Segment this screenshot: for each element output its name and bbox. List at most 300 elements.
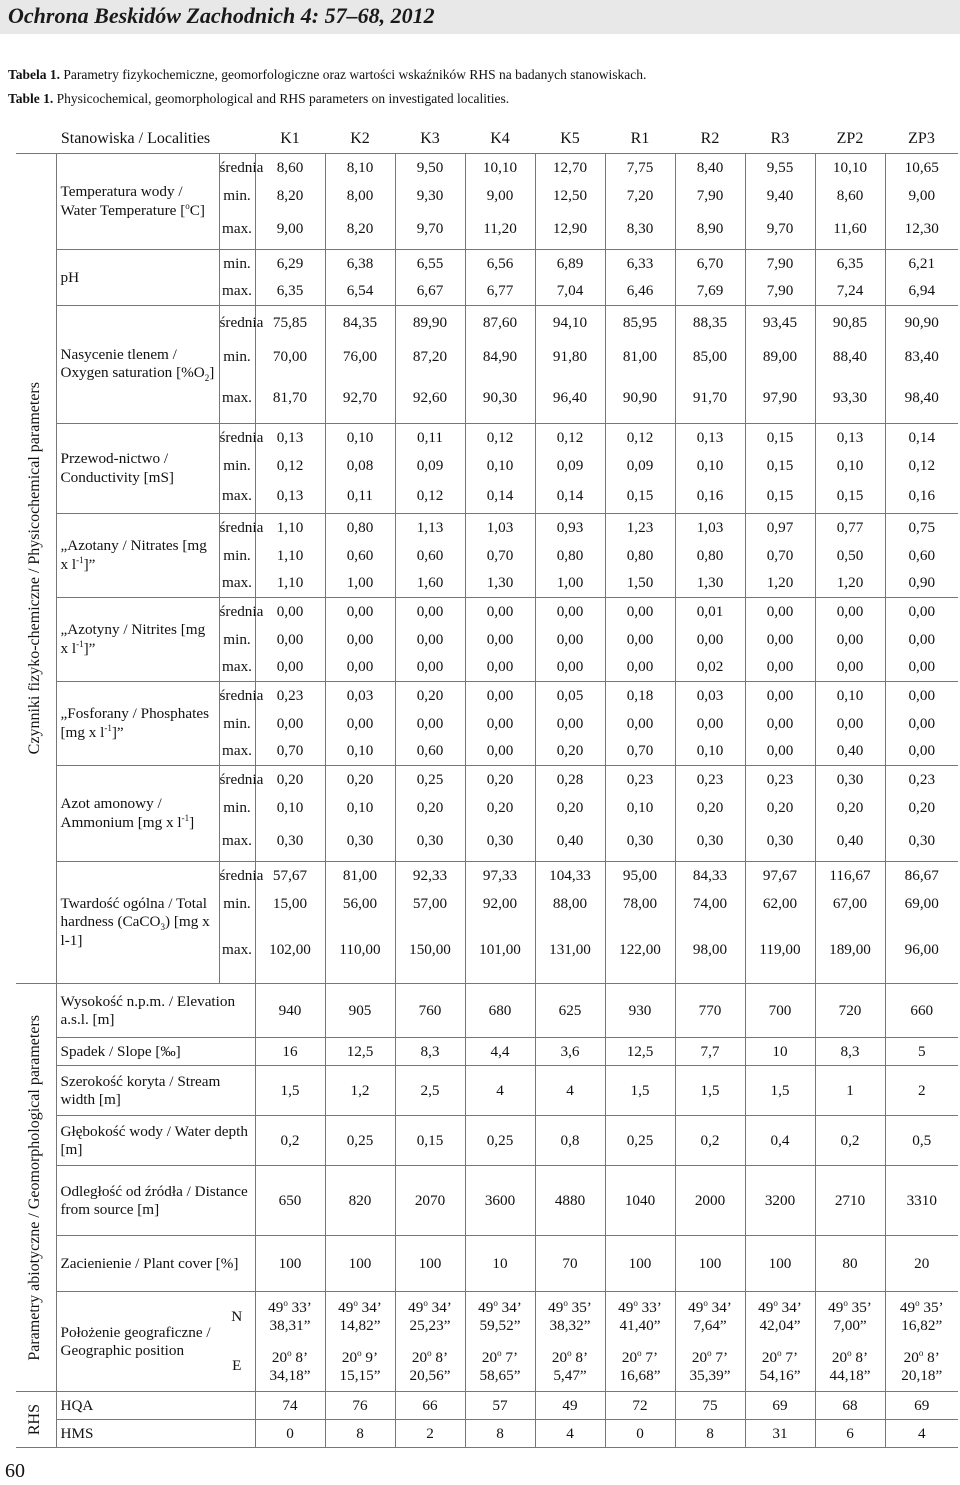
value-cell: 0,00: [255, 654, 325, 682]
value-cell: 940: [255, 984, 325, 1038]
coordinate-degrees: [256, 1298, 325, 1317]
coordinate-cell: [885, 1292, 958, 1342]
parameter-name: Głębokość wody / Water depth [m]: [56, 1116, 255, 1166]
value-cell: 89,00: [745, 340, 815, 374]
minutes-value: 7’: [785, 1348, 799, 1366]
value-cell: 0,00: [815, 598, 885, 626]
value-cell: 0,13: [255, 424, 325, 452]
value-cell: 760: [395, 984, 465, 1038]
data-row: [16, 682, 958, 710]
value-cell: 12,5: [605, 1038, 675, 1066]
value-cell: 0,25: [395, 766, 465, 794]
stat-label: średnia: [219, 682, 255, 710]
value-cell: 12,5: [325, 1038, 395, 1066]
value-cell: 0,00: [395, 710, 465, 738]
degree-symbol: o: [915, 1298, 920, 1309]
coordinate-cell: [325, 1342, 395, 1392]
degree-symbol: o: [703, 1298, 708, 1309]
value-cell: 0,00: [255, 598, 325, 626]
degrees-value: 49: [828, 1299, 844, 1317]
locality-header: ZP3: [885, 125, 958, 154]
value-cell: 1,13: [395, 514, 465, 542]
value-cell: 9,00: [908, 186, 936, 204]
value-cell: 6: [815, 1420, 885, 1448]
value-cell: 4: [535, 1066, 605, 1116]
degrees-value: 20: [621, 1348, 638, 1366]
coordinate-seconds: 38,32”: [549, 1317, 591, 1335]
value-cell: 100: [745, 1236, 815, 1292]
coordinate-cell: [815, 1342, 885, 1392]
value-cell: 0,00: [675, 626, 745, 654]
value-cell: 0,20: [395, 682, 465, 710]
value-cell: 110,00: [325, 918, 395, 984]
value-cell: 2: [395, 1420, 465, 1448]
stat-label: min.: [219, 542, 255, 570]
coordinate-seconds: 38,31”: [269, 1317, 311, 1335]
coordinate-degrees: [676, 1348, 745, 1367]
minutes-value: 8’: [575, 1348, 589, 1366]
coordinate-seconds: 15,15”: [339, 1366, 381, 1384]
value-cell: 0,80: [325, 514, 395, 542]
value-cell: 116,67: [815, 862, 885, 890]
data-row: [16, 1038, 958, 1066]
degree-symbol: o: [633, 1298, 638, 1309]
value-cell: 0,60: [395, 738, 465, 766]
coordinate-seconds: 34,18”: [269, 1366, 311, 1384]
value-cell: 81,00: [605, 340, 675, 374]
value-cell: 91,70: [675, 374, 745, 424]
value-cell: 0: [605, 1420, 675, 1448]
degree-symbol: o: [567, 1347, 572, 1358]
caption-label: Tabela 1.: [8, 67, 61, 82]
value-cell: 0,00: [395, 598, 465, 626]
value-cell: 0,00: [605, 710, 675, 738]
value-cell: 0,00: [745, 598, 815, 626]
value-cell: 0,10: [465, 452, 535, 480]
stat-label: min.: [219, 890, 255, 918]
value-cell: 4,4: [465, 1038, 535, 1066]
coordinate-degrees: [746, 1298, 815, 1317]
value-cell: 2: [885, 1066, 958, 1116]
value-cell: 0,16: [885, 480, 958, 514]
value-cell: 1,50: [605, 570, 675, 598]
value-cell: 0,00: [745, 682, 815, 710]
value-cell: 189,00: [815, 918, 885, 984]
value-cell: 7,24: [815, 278, 885, 306]
value-cell: 101,00: [465, 918, 535, 984]
value-cell: 0,25: [325, 1116, 395, 1166]
caption-text: Parametry fizykochemiczne, geomorfologiczne oraz wartości wskaźników RHS na badanych stanowiskach.: [63, 67, 647, 82]
degrees-value: 20: [411, 1348, 428, 1366]
coordinate-cell: [675, 1342, 745, 1392]
value-cell: 0,60: [908, 546, 936, 564]
value-cell: 0,23: [745, 766, 815, 794]
value-cell: 0,13: [675, 424, 745, 452]
value-cell: 0,00: [395, 654, 465, 682]
value-cell: 0,00: [745, 710, 815, 738]
value-cell: 93,45: [745, 306, 815, 340]
rhs-row: [16, 1392, 958, 1420]
data-row: [16, 862, 958, 890]
degrees-value: 49: [618, 1299, 634, 1317]
value-cell: 7,90: [745, 278, 815, 306]
value-cell: 100: [605, 1236, 675, 1292]
coordinate-degrees: [536, 1348, 605, 1367]
minutes-value: 7’: [715, 1348, 729, 1366]
value-cell: 0,10: [815, 682, 885, 710]
stat-label: średnia: [219, 766, 255, 794]
parameter-name: [56, 154, 219, 250]
value-cell: 0,12: [395, 480, 465, 514]
value-cell: 1: [815, 1066, 885, 1116]
value-cell: 0,00: [465, 598, 535, 626]
value-cell: 11,60: [815, 210, 885, 250]
value-cell: 0,13: [815, 424, 885, 452]
journal-title: Ochrona Beskidów Zachodnich 4: 57–68, 2012: [8, 3, 435, 28]
value-cell: 0,30: [815, 766, 885, 794]
value-cell: 4: [885, 1420, 958, 1448]
value-cell: 0,20: [465, 794, 535, 822]
value-cell: 0,4: [745, 1116, 815, 1166]
coordinate-cell: [255, 1342, 325, 1392]
coordinate-degrees: [466, 1298, 535, 1317]
locality-header: K5: [535, 125, 605, 154]
value-cell: 0,93: [535, 514, 605, 542]
minutes-value: 34’: [361, 1299, 382, 1317]
value-cell: 90,90: [605, 374, 675, 424]
value-cell: 0,12: [465, 424, 535, 452]
value-cell: 0,00: [815, 654, 885, 682]
value-cell: 0,12: [908, 456, 936, 474]
value-cell: 7,7: [675, 1038, 745, 1066]
stat-label: min.: [219, 626, 255, 654]
coordinate-degrees: [256, 1348, 325, 1367]
stat-label: średnia: [219, 424, 255, 452]
value-cell: 1,20: [745, 570, 815, 598]
value-cell: 0,00: [908, 686, 936, 704]
caption-polish: [8, 67, 646, 83]
value-cell: 75,85: [255, 306, 325, 340]
degree-symbol: o: [563, 1298, 568, 1309]
value-cell: 9,70: [395, 210, 465, 250]
value-cell: 0,20: [255, 766, 325, 794]
value-cell: 6,54: [325, 278, 395, 306]
value-cell: 74,00: [675, 890, 745, 918]
value-cell: 7,04: [535, 278, 605, 306]
value-cell: 1,5: [255, 1066, 325, 1116]
value-cell: 0,00: [325, 710, 395, 738]
coordinate-cell: [465, 1342, 535, 1392]
value-cell: 2000: [675, 1166, 745, 1236]
value-cell: 76: [325, 1392, 395, 1420]
coordinate-seconds: 16,68”: [619, 1366, 661, 1384]
value-cell: 0,14: [535, 480, 605, 514]
stat-label: max.: [219, 570, 255, 598]
value-cell: 0,00: [885, 738, 958, 766]
value-cell: 0,00: [325, 654, 395, 682]
parameter-name: [56, 424, 219, 514]
value-cell: 820: [325, 1166, 395, 1236]
degrees-value: 20: [831, 1348, 848, 1366]
value-cell: 0,12: [535, 424, 605, 452]
value-cell: 0,80: [605, 542, 675, 570]
value-cell: 0,8: [535, 1116, 605, 1166]
value-cell: 12,70: [535, 154, 605, 182]
coordinate-seconds: 7,00”: [833, 1317, 867, 1335]
value-cell: 6,70: [675, 250, 745, 278]
value-cell: 5: [885, 1038, 958, 1066]
value-cell: 66: [395, 1392, 465, 1420]
coordinate-seconds: 25,23”: [409, 1317, 451, 1335]
value-cell: 0,09: [535, 452, 605, 480]
degrees-value: 20: [341, 1348, 358, 1366]
value-cell: 660: [885, 984, 958, 1038]
value-cell: 1,30: [675, 570, 745, 598]
value-cell: 0,00: [745, 738, 815, 766]
degrees-value: 49: [899, 1299, 916, 1317]
coordinate-degrees: [816, 1298, 885, 1317]
value-cell: 15,00: [255, 890, 325, 918]
value-cell: 0,16: [675, 480, 745, 514]
coordinate-cell: [815, 1292, 885, 1342]
degrees-value: 20: [271, 1348, 288, 1366]
value-cell: 0,00: [605, 626, 675, 654]
value-cell: 85,00: [675, 340, 745, 374]
data-row: [16, 1066, 958, 1116]
value-cell: 6,55: [395, 250, 465, 278]
value-cell: 10,10: [815, 154, 885, 182]
value-cell: 10,10: [465, 154, 535, 182]
coordinate-seconds: 42,04”: [759, 1317, 801, 1335]
value-cell: 1,5: [675, 1066, 745, 1116]
value-cell: 89,90: [395, 306, 465, 340]
stat-label: max.: [219, 822, 255, 862]
value-cell: 0,40: [535, 822, 605, 862]
parameter-name-text: „Fosforany / Phosphates [mg x l: [60, 705, 209, 742]
value-cell: 0,12: [255, 452, 325, 480]
value-cell: 9,55: [745, 154, 815, 182]
parameter-name-text: „Azotyny / Nitrites [mg x l: [60, 621, 206, 658]
value-cell: 0,00: [745, 654, 815, 682]
locality-header: ZP2: [815, 125, 885, 154]
degree-symbol: o: [777, 1347, 782, 1358]
value-cell: 0,03: [325, 682, 395, 710]
value-cell: 8,60: [815, 182, 885, 210]
stat-label: min.: [219, 794, 255, 822]
value-cell: 0,08: [325, 452, 395, 480]
value-cell: 0,09: [605, 452, 675, 480]
minutes-value: 35’: [571, 1299, 592, 1317]
value-cell: 1,00: [325, 570, 395, 598]
value-cell: 102,00: [255, 918, 325, 984]
value-cell: 1,23: [605, 514, 675, 542]
degree-symbol: o: [707, 1347, 712, 1358]
value-cell: 0,70: [745, 542, 815, 570]
value-cell: 97,67: [745, 862, 815, 890]
minutes-value: 8’: [855, 1348, 869, 1366]
data-row: [16, 766, 958, 794]
value-cell: 1,00: [535, 570, 605, 598]
value-cell: 0,25: [465, 1116, 535, 1166]
value-cell: 150,00: [395, 918, 465, 984]
value-cell: 4880: [535, 1166, 605, 1236]
parameter-name: HMS: [56, 1420, 255, 1448]
parameter-name: Położenie geograficzne / Geographic position: [56, 1292, 219, 1392]
value-cell: 6,35: [255, 278, 325, 306]
parameter-name: [56, 766, 219, 862]
value-cell: 0,00: [605, 598, 675, 626]
coordinate-seconds: 41,40”: [619, 1317, 661, 1335]
data-row: [16, 250, 958, 278]
coordinate-seconds: 7,64”: [693, 1317, 727, 1335]
value-cell: 0,00: [325, 598, 395, 626]
value-cell: 0,15: [395, 1116, 465, 1166]
stat-label: max.: [219, 374, 255, 424]
parameter-name-text: ]”: [83, 556, 96, 574]
value-cell: 92,00: [465, 890, 535, 918]
value-cell: 49: [535, 1392, 605, 1420]
value-cell: 0,20: [675, 794, 745, 822]
parameter-name-text: ]”: [111, 724, 124, 742]
value-cell: 62,00: [745, 890, 815, 918]
value-cell: 31: [745, 1420, 815, 1448]
parameter-name: [56, 862, 219, 984]
value-cell: 88,00: [535, 890, 605, 918]
data-row: [16, 154, 958, 182]
value-cell: 88,35: [675, 306, 745, 340]
coordinate-degrees: [886, 1298, 959, 1317]
value-cell: 2070: [395, 1166, 465, 1236]
coordinate-degrees: [466, 1348, 535, 1367]
value-cell: 680: [465, 984, 535, 1038]
value-cell: 0,70: [605, 738, 675, 766]
value-cell: 700: [745, 984, 815, 1038]
value-cell: 0,13: [255, 480, 325, 514]
value-cell: 84,90: [465, 340, 535, 374]
parameter-name-script: -1: [104, 722, 112, 733]
value-cell: 0,00: [465, 738, 535, 766]
stat-label: min.: [219, 710, 255, 738]
degree-symbol: o: [357, 1347, 362, 1358]
rhs-row: [16, 1420, 958, 1448]
value-cell: 1,5: [605, 1066, 675, 1116]
value-cell: 0,23: [908, 770, 936, 788]
value-cell: 0,77: [815, 514, 885, 542]
value-cell: 56,00: [325, 890, 395, 918]
value-cell: 12,30: [885, 210, 958, 250]
value-cell: 0,00: [535, 654, 605, 682]
value-cell: 6,38: [325, 250, 395, 278]
caption-text: Physicochemical, geomorphological and RHS parameters on investigated localities.: [56, 91, 510, 106]
parameter-name-text: ]”: [83, 640, 96, 658]
value-cell: 92,60: [395, 374, 465, 424]
value-cell: 8,20: [325, 210, 395, 250]
degrees-value: 49: [478, 1299, 494, 1317]
localities-header: Stanowiska / Localities: [16, 125, 255, 154]
value-cell: 0,11: [325, 480, 395, 514]
value-cell: 0,00: [908, 602, 936, 620]
group-label-text: Czynniki fizyko-chemiczne / Physicochemical parameters: [26, 382, 44, 755]
value-cell: 74: [255, 1392, 325, 1420]
value-cell: 86,67: [904, 866, 939, 884]
value-cell: 0,01: [675, 598, 745, 626]
degrees-value: 49: [268, 1299, 284, 1317]
value-cell: 90,30: [465, 374, 535, 424]
value-cell: 0,20: [535, 794, 605, 822]
value-cell: 0,00: [885, 654, 958, 682]
coordinate-seconds: 59,52”: [479, 1317, 521, 1335]
data-row: [16, 598, 958, 626]
minutes-value: 34’: [781, 1299, 802, 1317]
minutes-value: 7’: [505, 1348, 519, 1366]
value-cell: 1,60: [395, 570, 465, 598]
value-cell: 100: [395, 1236, 465, 1292]
value-cell: 0,2: [675, 1116, 745, 1166]
value-cell: 0,40: [815, 738, 885, 766]
stat-label: max.: [219, 654, 255, 682]
value-cell: 87,60: [465, 306, 535, 340]
value-cell: 0,80: [675, 542, 745, 570]
value-cell: 0,00: [465, 682, 535, 710]
value-cell: 0,30: [885, 822, 958, 862]
value-cell: 100: [325, 1236, 395, 1292]
coordinate-degrees: [326, 1298, 395, 1317]
coordinate-axis-label: N: [219, 1292, 255, 1342]
value-cell: 96,40: [535, 374, 605, 424]
degrees-value: 49: [758, 1299, 774, 1317]
value-cell: 81,00: [325, 862, 395, 890]
value-cell: 0,60: [325, 542, 395, 570]
coordinate-degrees: [676, 1298, 745, 1317]
value-cell: 0,10: [325, 794, 395, 822]
coordinate-cell: [885, 1342, 958, 1392]
stat-label: średnia: [219, 598, 255, 626]
locality-header: R1: [605, 125, 675, 154]
degree-symbol: o: [287, 1347, 292, 1358]
parameter-name-text: Twardość ogólna / Total hardness (CaCO: [60, 894, 207, 930]
value-cell: 97,33: [465, 862, 535, 890]
value-cell: 94,10: [535, 306, 605, 340]
coordinate-seconds: 20,18”: [901, 1366, 943, 1384]
degree-symbol: o: [918, 1347, 924, 1358]
value-cell: 84,35: [325, 306, 395, 340]
stat-label: min.: [219, 250, 255, 278]
value-cell: 0,30: [675, 822, 745, 862]
coordinate-axis-label: E: [219, 1342, 255, 1392]
coordinate-degrees: [536, 1298, 605, 1317]
coordinate-cell: [535, 1342, 605, 1392]
degrees-value: 49: [338, 1299, 354, 1317]
coordinate-cell: [745, 1342, 815, 1392]
value-cell: 720: [815, 984, 885, 1038]
coordinate-cell: [535, 1292, 605, 1342]
value-cell: 70,00: [255, 340, 325, 374]
value-cell: 2710: [815, 1166, 885, 1236]
value-cell: 0,14: [908, 428, 936, 446]
value-cell: 75: [675, 1392, 745, 1420]
coordinate-seconds: 14,82”: [339, 1317, 381, 1335]
value-cell: 0,80: [535, 542, 605, 570]
value-cell: 0,00: [815, 710, 885, 738]
value-cell: 0,5: [885, 1116, 958, 1166]
value-cell: 0,30: [395, 822, 465, 862]
value-cell: 8,60: [255, 154, 325, 182]
stat-label: max.: [219, 210, 255, 250]
position-row: [16, 1292, 958, 1342]
parameter-name: [56, 682, 219, 766]
value-cell: 1,20: [815, 570, 885, 598]
stat-label: min.: [219, 452, 255, 480]
